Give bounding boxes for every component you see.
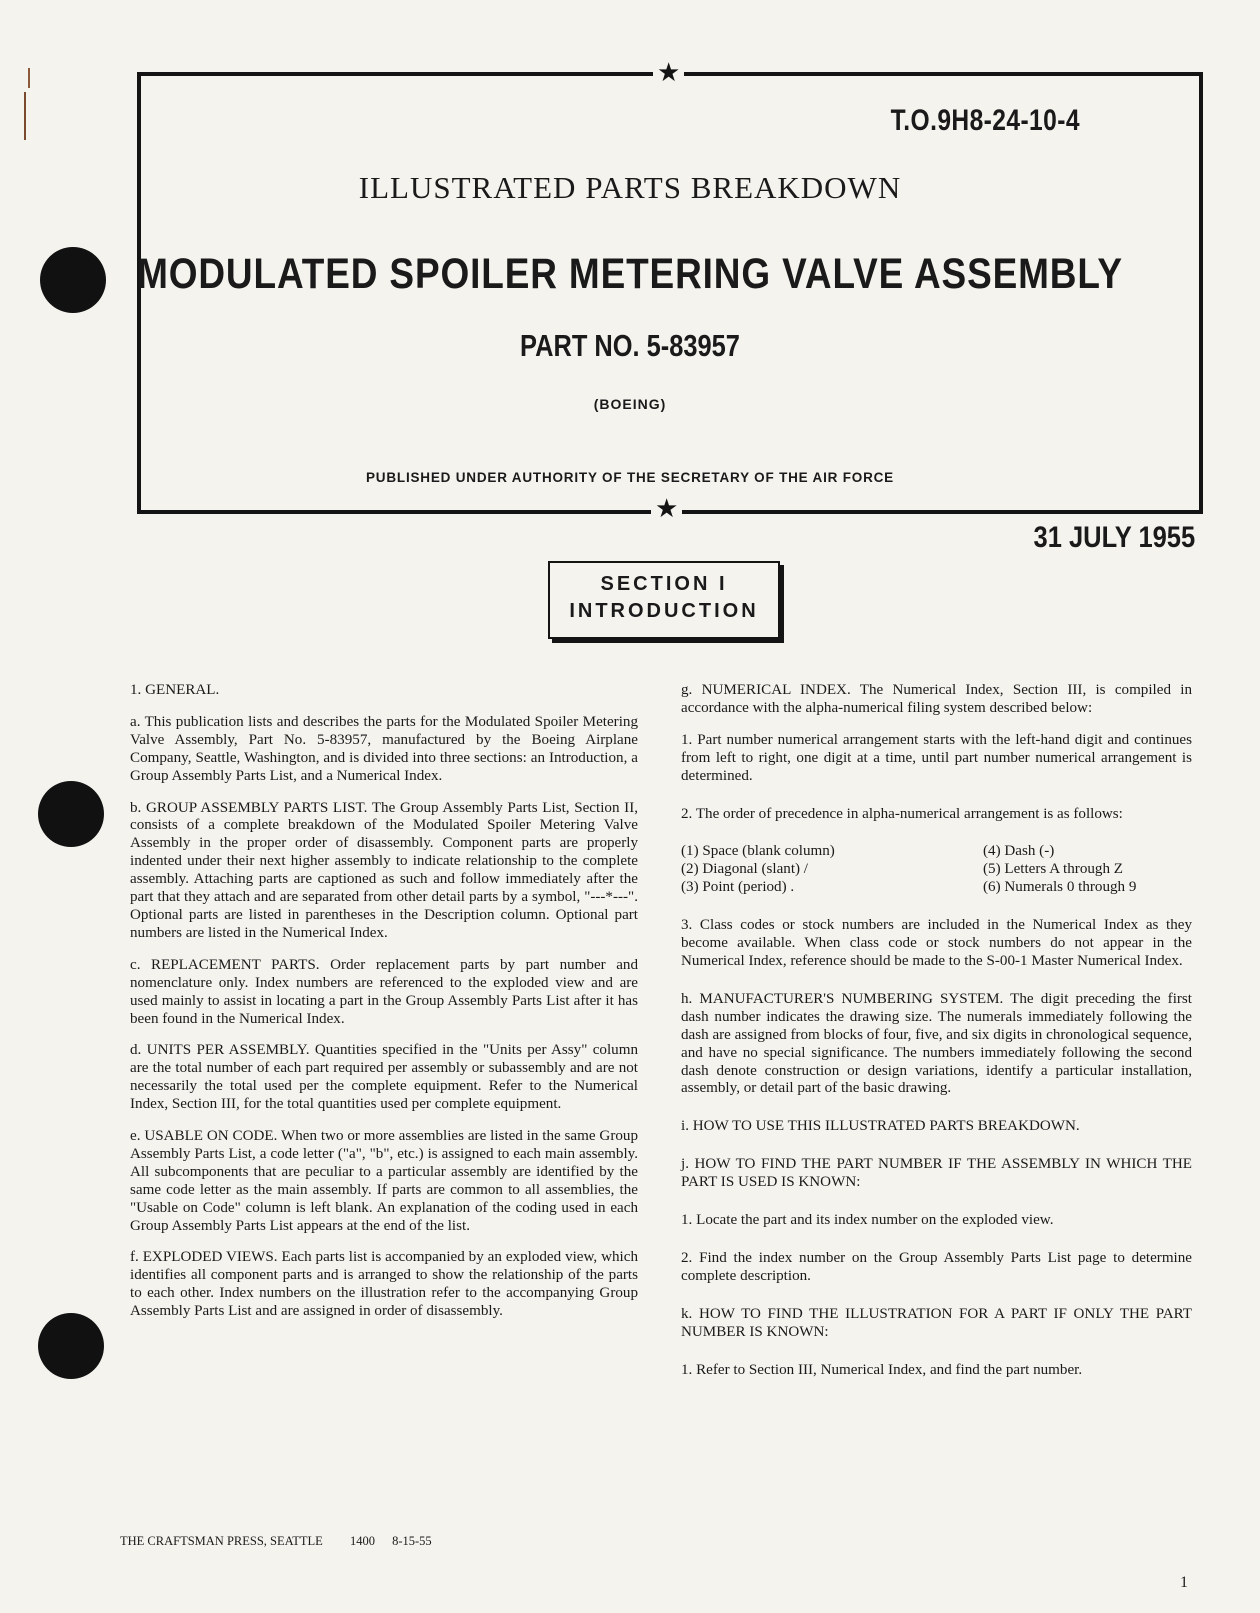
- document-title: MODULATED SPOILER METERING VALVE ASSEMBLY: [137, 250, 1123, 298]
- print-run: 1400: [349, 1534, 375, 1548]
- paragraph-e: e. USABLE ON CODE. When two or more assemblies are listed in the same Group Assembly Parts List, a code letter ("a", "b", etc.) is assigned to each main assembly. All subcomponents that are peculiar to a particular assembly are identified by the same code letter as the main assembly. If parts are common to all assemblies, the "Usable on Code" column is left blank. An explanation of the coding used in each Group Assembly Parts List appears at the end of the list.: [130, 1128, 638, 1234]
- paragraph-c: c. REPLACEMENT PARTS. Order replacement parts by part number and nomenclature only. Index numbers are referenced to the exploded view and are used mainly to assist in locating a part in the Group Assembly Parts List after it has been found in the Numerical Index.: [130, 956, 638, 1027]
- heading-general: 1. GENERAL.: [130, 682, 220, 698]
- paragraph-b: b. GROUP ASSEMBLY PARTS LIST. The Group Assembly Parts List, Section II, consists of a complete breakdown of the Modulated Spoiler Metering Valve Assembly in the proper order of disassembly. Component parts are properly indented under their next higher assembly to indicate relationship to the complete assembly. Attaching parts are captioned as such and follow immediately after the part that they attach and are separated from other detail parts by a symbol, "---*---". Optional parts are listed in parentheses in the Description column. Optional part numbers are listed in the Numerical Index.: [130, 799, 638, 941]
- printer-imprint: [120, 1534, 432, 1549]
- paragraph-g3: 3. Class codes or stock numbers are included in the Numerical Index as they become available. When class code or stock numbers do not appear in the Numerical Index, reference should be made to the S-00-1 Master Numerical Index.: [681, 917, 1192, 969]
- paragraph-j: j. HOW TO FIND THE PART NUMBER IF THE ASSEMBLY IN WHICH THE PART IS USED IS KNOWN:: [681, 1156, 1192, 1191]
- paragraph-g: g. NUMERICAL INDEX. The Numerical Index, Section III, is compiled in accordance with the alpha-numerical filing system described below:: [681, 682, 1192, 716]
- section-number: SECTION I: [600, 573, 728, 595]
- list-item: (1) Space (blank column): [681, 843, 835, 860]
- publication-date: 31 JULY 1955: [1033, 521, 1195, 554]
- section-name: INTRODUCTION: [569, 600, 759, 622]
- margin-mark: [24, 92, 26, 140]
- paragraph-f: f. EXPLODED VIEWS. Each parts list is accompanied by an exploded view, which identifies all component parts and is arranged to show the relationship of the parts to each other. Index numbers on the illustration refer to the accompanying Group Assembly Parts List and are assigned in order of disassembly.: [130, 1249, 638, 1320]
- page-number: 1: [1180, 1574, 1188, 1591]
- to-number: T.O.9H8-24-10-4: [890, 104, 1080, 137]
- list-item: (3) Point (period) .: [681, 879, 795, 896]
- punch-hole: [38, 1313, 104, 1379]
- authority-line: PUBLISHED UNDER AUTHORITY OF THE SECRETARY OF THE AIR FORCE: [366, 470, 894, 485]
- list-item: (2) Diagonal (slant) /: [681, 861, 808, 878]
- precedence-list: [681, 843, 1192, 897]
- star-icon: ★: [653, 60, 684, 86]
- part-number: PART NO. 5-83957: [520, 328, 740, 363]
- list-item: (6) Numerals 0 through 9: [983, 879, 1137, 896]
- manufacturer: (BOEING): [593, 396, 667, 412]
- paragraph-k: k. HOW TO FIND THE ILLUSTRATION FOR A PART IF ONLY THE PART NUMBER IS KNOWN:: [681, 1305, 1192, 1340]
- list-item: (4) Dash (-): [983, 843, 1055, 860]
- doc-type: ILLUSTRATED PARTS BREAKDOWN: [358, 170, 902, 205]
- right-column: [681, 682, 1192, 1393]
- list-item: (5) Letters A through Z: [983, 861, 1124, 878]
- paragraph-d: d. UNITS PER ASSEMBLY. Quantities specified in the "Units per Assy" column are the total number of each part required per assembly or subassembly and are not necessarily the total used per the complete equipment. Refer to the Numerical Index, Section III, for the total quantities used per complete equipment.: [130, 1042, 638, 1113]
- printer-name: THE CRAFTSMAN PRESS, SEATTLE: [120, 1534, 323, 1548]
- paragraph-j1: 1. Locate the part and its index number on the exploded view.: [681, 1212, 1054, 1229]
- left-column: [130, 682, 638, 1335]
- paragraph-g1: 1. Part number numerical arrangement starts with the left-hand digit and continues from left to right, one digit at a time, until part number numerical arrangement is determined.: [681, 731, 1192, 784]
- paragraph-k1: 1. Refer to Section III, Numerical Index, and find the part number.: [681, 1361, 1083, 1378]
- section-heading-box: [548, 561, 780, 639]
- margin-mark: [28, 68, 30, 88]
- star-icon: ★: [651, 496, 682, 522]
- paragraph-a: a. This publication lists and describes the parts for the Modulated Spoiler Metering Valve Assembly, Part No. 5-83957, manufactured by the Boeing Airplane Company, Seattle, Washington, and is divided into three sections: an Introduction, a Group Assembly Parts List, and a Numerical Index.: [130, 713, 638, 784]
- paragraph-j2: 2. Find the index number on the Group Assembly Parts List page to determine complete description.: [681, 1249, 1192, 1284]
- paragraph-i: i. HOW TO USE THIS ILLUSTRATED PARTS BREAKDOWN.: [681, 1118, 1080, 1135]
- print-date: 8-15-55: [392, 1534, 432, 1548]
- paragraph-h: h. MANUFACTURER'S NUMBERING SYSTEM. The digit preceding the first dash number indicates the drawing size. The numerals immediately following the dash are assigned from blocks of four, five, and six digits in chronological sequence, and have no special significance. The numbers immediately following the second dash denote construction or design variations, identify a particular installation, assembly, or detail part of the basic drawing.: [681, 990, 1192, 1097]
- paragraph-g2: 2. The order of precedence in alpha-numerical arrangement is as follows:: [681, 805, 1123, 822]
- punch-hole: [38, 781, 104, 847]
